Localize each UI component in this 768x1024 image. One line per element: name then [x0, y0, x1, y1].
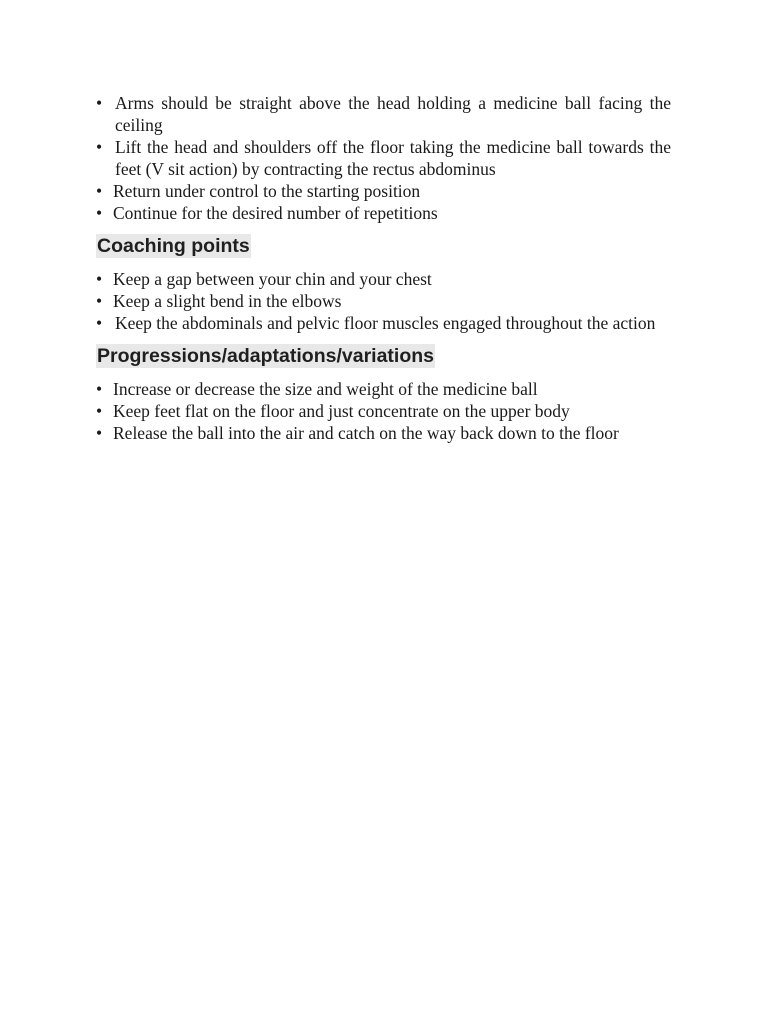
bullet-glyph: • — [96, 401, 103, 421]
coaching-points-list — [96, 268, 671, 334]
bullet-glyph: • — [96, 203, 103, 223]
bullet-glyph: • — [96, 137, 103, 157]
list-item-text: Arms should be straight above the head holding a medicine ball facing the ceiling — [115, 93, 671, 135]
list-item-text: Return under control to the starting position — [113, 181, 421, 201]
list-item — [96, 202, 671, 224]
bullet-glyph: • — [96, 423, 103, 443]
document-page — [96, 92, 671, 444]
list-item-text: Keep the abdominals and pelvic floor muscles engaged throughout the action — [115, 313, 656, 333]
list-item — [96, 422, 671, 444]
list-item-text: Lift the head and shoulders off the floor taking the medicine ball towards the feet (V sit action) by contracting the rectus abdominus — [115, 137, 671, 179]
list-item-text: Keep a slight bend in the elbows — [113, 291, 342, 311]
bullet-glyph: • — [96, 93, 103, 113]
list-item — [96, 92, 671, 136]
exercise-steps-list — [96, 92, 671, 224]
list-item-text: Continue for the desired number of repetitions — [113, 203, 438, 223]
bullet-glyph: • — [96, 181, 103, 201]
coaching-points-heading: Coaching points — [97, 235, 250, 257]
progressions-heading: Progressions/adaptations/variations — [97, 345, 435, 367]
bullet-glyph: • — [96, 269, 103, 289]
progressions-heading-wrap — [96, 344, 671, 368]
bullet-glyph: • — [96, 379, 103, 399]
list-item — [96, 312, 671, 334]
list-item — [96, 290, 671, 312]
bullet-glyph: • — [96, 313, 103, 333]
progressions-list — [96, 378, 671, 444]
list-item — [96, 378, 671, 400]
list-item-text: Release the ball into the air and catch on the way back down to the floor — [113, 423, 619, 443]
list-item — [96, 136, 671, 180]
list-item-text: Keep a gap between your chin and your chest — [113, 269, 432, 289]
list-item-text: Increase or decrease the size and weight of the medicine ball — [113, 379, 538, 399]
list-item-text: Keep feet flat on the floor and just concentrate on the upper body — [113, 401, 570, 421]
list-item — [96, 400, 671, 422]
list-item — [96, 180, 671, 202]
list-item — [96, 268, 671, 290]
bullet-glyph: • — [96, 291, 103, 311]
coaching-heading-wrap — [96, 234, 671, 258]
